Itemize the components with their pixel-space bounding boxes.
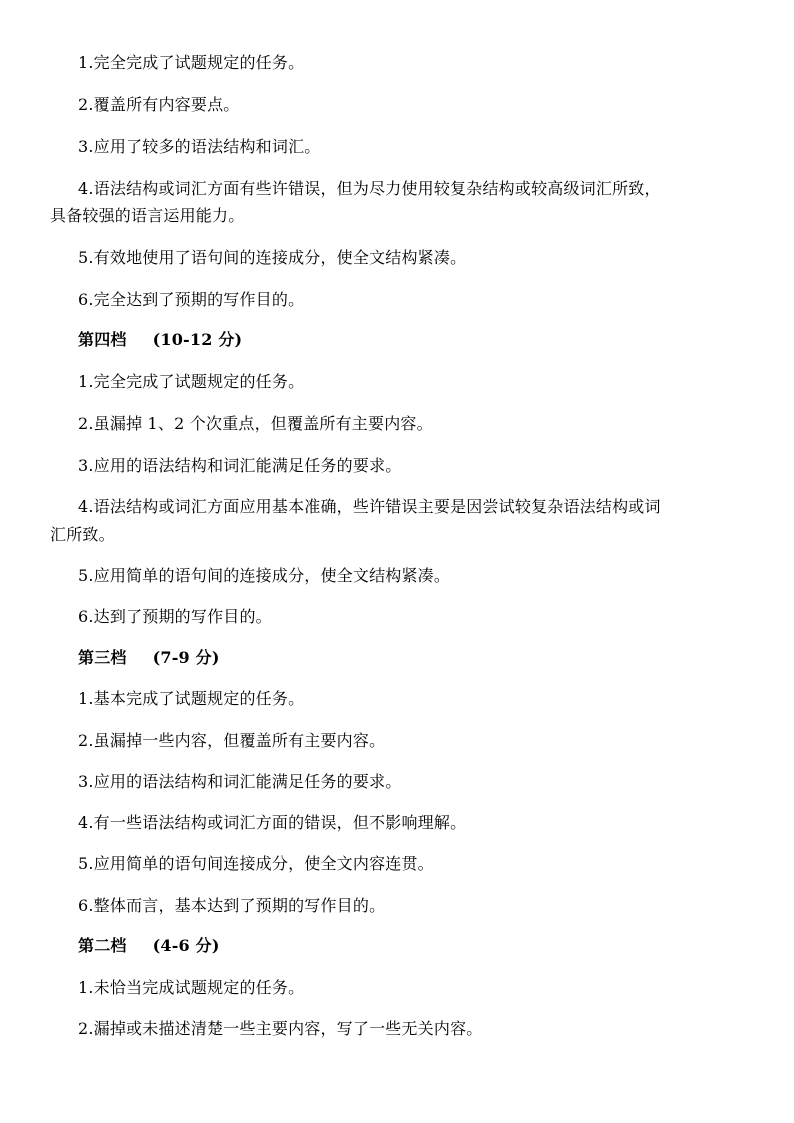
grade-heading: [0, 329, 794, 351]
criterion-item: 2.虽漏掉 1、2 个次重点，但覆盖所有主要内容。: [78, 414, 433, 433]
criterion-item: 3.应用了较多的语法结构和词汇。: [78, 137, 321, 156]
criterion-item: 3.应用的语法结构和词汇能满足任务的要求。: [78, 456, 402, 475]
criterion-item: 1.完全完成了试题规定的任务。: [78, 372, 305, 391]
grade-label: 第四档: [78, 330, 127, 349]
grade-label: 第三档: [78, 648, 127, 667]
grade-score: (4-6 分): [152, 936, 220, 955]
grade-heading: [0, 647, 794, 669]
criterion-item: 1.未恰当完成试题规定的任务。: [78, 978, 305, 997]
grade-score: (10-12 分): [152, 330, 243, 349]
criterion-item: 2.覆盖所有内容要点。: [78, 95, 240, 114]
grade-score: (7-9 分): [152, 648, 220, 667]
criterion-item: 6.整体而言，基本达到了预期的写作目的。: [78, 896, 386, 915]
criterion-item: 5.应用简单的语句间的连接成分，使全文结构紧凑。: [78, 566, 451, 585]
criterion-item-continuation: 具备较强的语言运用能力。: [50, 206, 245, 225]
criterion-item: 4.语法结构或词汇方面应用基本准确，些许错误主要是因尝试较复杂语法结构或词: [78, 497, 661, 516]
criterion-item: 2.漏掉或未描述清楚一些主要内容，写了一些无关内容。: [78, 1019, 483, 1038]
grade-heading: [0, 935, 794, 957]
criterion-item: 1.完全完成了试题规定的任务。: [78, 53, 305, 72]
criterion-item: 1.基本完成了试题规定的任务。: [78, 689, 305, 708]
criterion-item: 5.有效地使用了语句间的连接成分，使全文结构紧凑。: [78, 248, 467, 267]
criterion-item: 6.完全达到了预期的写作目的。: [78, 290, 305, 309]
criterion-item: 4.有一些语法结构或词汇方面的错误，但不影响理解。: [78, 813, 467, 832]
criterion-item: 3.应用的语法结构和词汇能满足任务的要求。: [78, 772, 402, 791]
criterion-item: 6.达到了预期的写作目的。: [78, 607, 272, 626]
criterion-item: 5.应用简单的语句间连接成分，使全文内容连贯。: [78, 854, 434, 873]
criterion-item: 4.语法结构或词汇方面有些许错误，但为尽力使用较复杂结构或较高级词汇所致，: [78, 179, 661, 198]
grade-label: 第二档: [78, 936, 127, 955]
criterion-item: 2.虽漏掉一些内容，但覆盖所有主要内容。: [78, 731, 386, 750]
criterion-item-continuation: 汇所致。: [50, 525, 115, 544]
